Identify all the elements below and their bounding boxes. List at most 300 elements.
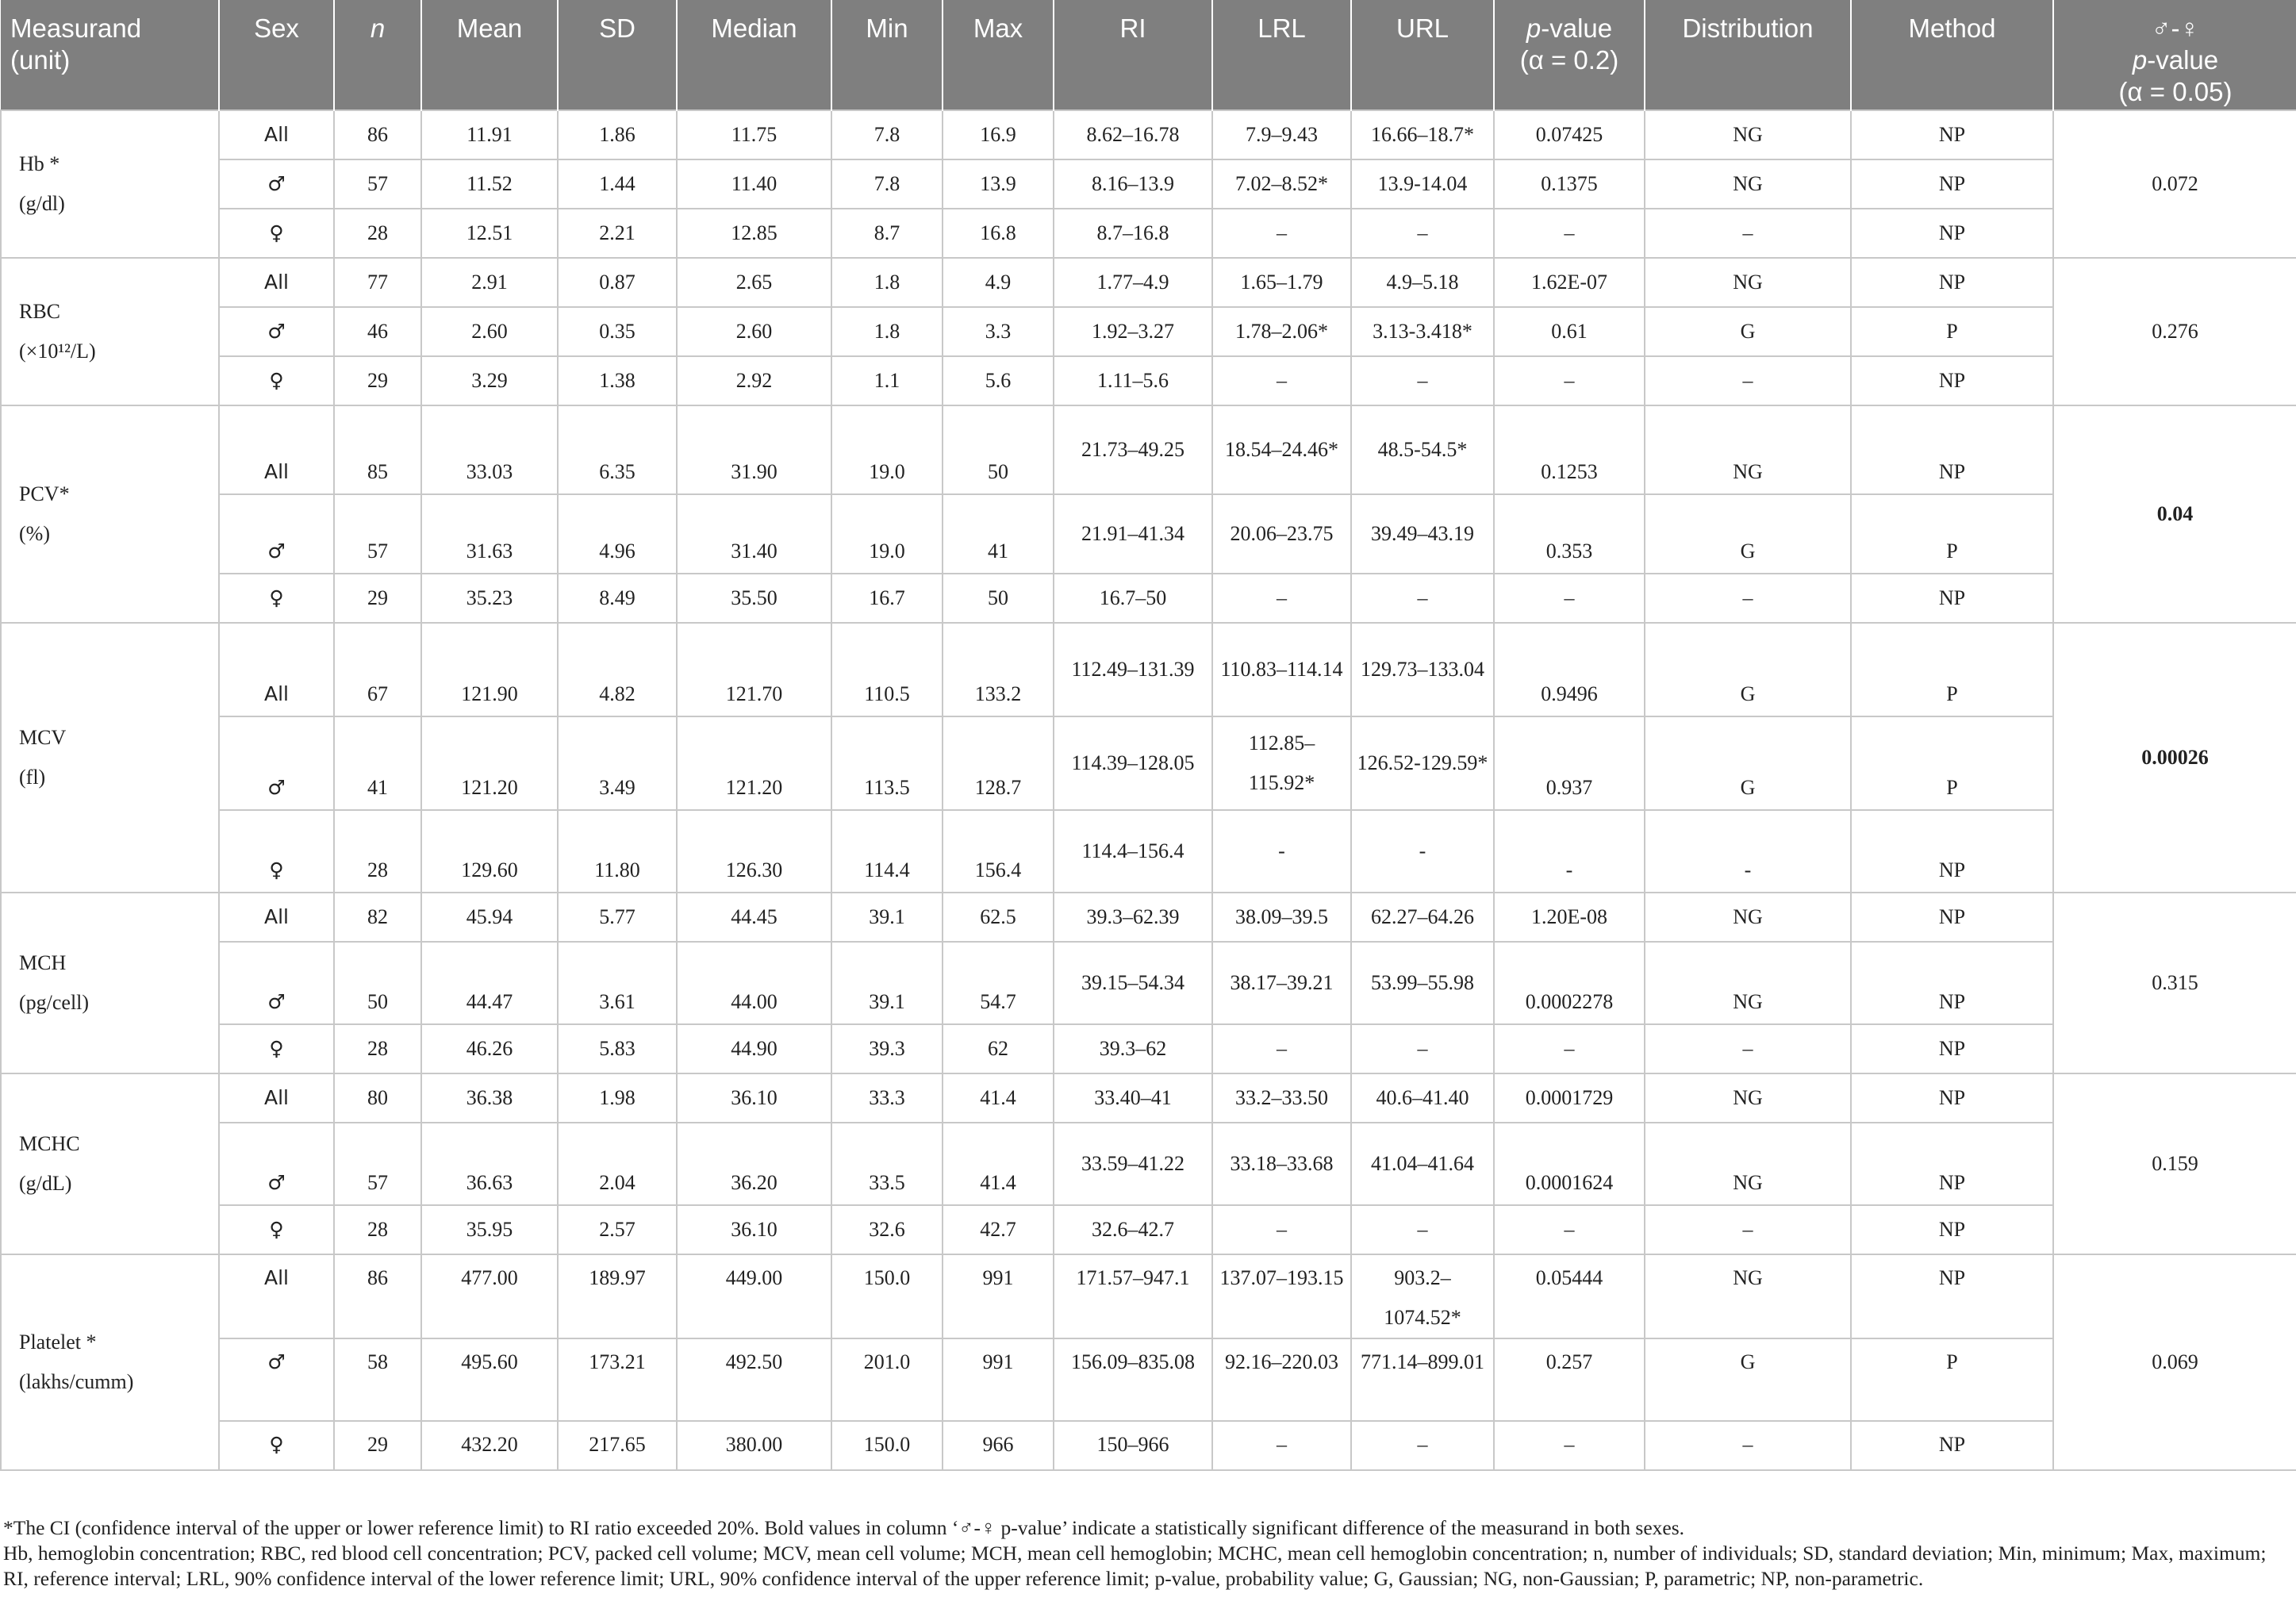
max-cell: 4.9 [943,258,1054,307]
sd-cell: 2.57 [558,1205,677,1254]
lrl-cell: 1.78–2.06* [1212,307,1351,356]
max-cell: 50 [943,574,1054,623]
url-cell: 16.66–18.7* [1351,110,1494,159]
measurand-name: Hb * [19,152,60,175]
mean-cell: 2.91 [421,258,558,307]
min-cell: 1.8 [831,307,943,356]
header-pvalue: p-value (α = 0.2) [1494,0,1645,110]
max-cell: 16.8 [943,209,1054,258]
min-cell: 150.0 [831,1254,943,1338]
sex-pvalue-cell: 0.276 [2053,258,2296,405]
sd-cell: 3.49 [558,716,677,810]
lrl-cell: 1.65–1.79 [1212,258,1351,307]
dist-cell: NG [1645,405,1851,494]
url-cell: 4.9–5.18 [1351,258,1494,307]
dist-cell: - [1645,810,1851,893]
p-cell: 1.62E-07 [1494,258,1645,307]
sd-cell: 6.35 [558,405,677,494]
measurand-cell [1,893,219,1073]
method-cell: NP [1851,405,2053,494]
max-cell: 133.2 [943,623,1054,716]
header-distribution: Distribution [1645,0,1851,110]
dist-cell: G [1645,494,1851,574]
table-row [1,623,2296,716]
ri-cell: 33.40–41 [1054,1073,1212,1123]
lrl-cell: 18.54–24.46* [1212,405,1351,494]
url-cell: 129.73–133.04 [1351,623,1494,716]
table-row [1,942,2296,1024]
max-cell: 16.9 [943,110,1054,159]
p-cell: 0.0001624 [1494,1123,1645,1205]
p-cell: – [1494,1024,1645,1073]
min-cell: 1.8 [831,258,943,307]
url-cell: – [1351,209,1494,258]
n-cell: 57 [334,159,421,209]
method-cell: NP [1851,1024,2053,1073]
median-cell: 35.50 [677,574,831,623]
url-cell: – [1351,1205,1494,1254]
max-cell: 41 [943,494,1054,574]
dist-cell: NG [1645,110,1851,159]
p-cell: 0.61 [1494,307,1645,356]
dist-cell: NG [1645,1254,1851,1338]
sd-cell: 11.80 [558,810,677,893]
url-cell: 903.2–1074.52* [1351,1254,1494,1338]
dist-cell: NG [1645,893,1851,942]
table-row [1,1123,2296,1205]
n-cell: 57 [334,1123,421,1205]
min-cell: 39.3 [831,1024,943,1073]
method-cell: NP [1851,810,2053,893]
method-cell: P [1851,494,2053,574]
sex-cell: ♀ [219,1205,334,1254]
url-cell: 40.6–41.40 [1351,1073,1494,1123]
max-cell: 41.4 [943,1073,1054,1123]
sex-pvalue-cell: 0.069 [2053,1254,2296,1470]
sex-pvalue-cell: 0.04 [2053,405,2296,623]
measurand-unit: (%) [19,522,50,545]
sex-pvalue-cell: 0.159 [2053,1073,2296,1254]
dist-cell: – [1645,574,1851,623]
ri-cell: 150–966 [1054,1421,1212,1470]
min-cell: 7.8 [831,110,943,159]
footnote-significance: *The CI (confidence interval of the upper or lower reference limit) to RI ratio exceeded 20%. Bold values in column ‘♂-♀ p-value’ indicate a statistically significant difference of the measurand in both sexes. [3,1516,1685,1539]
measurand-unit: (pg/cell) [19,991,90,1014]
lrl-cell: – [1212,209,1351,258]
ri-cell: 33.59–41.22 [1054,1123,1212,1205]
dist-cell: NG [1645,1073,1851,1123]
dist-cell: NG [1645,159,1851,209]
median-cell: 380.00 [677,1421,831,1470]
method-cell: P [1851,1338,2053,1421]
p-cell: – [1494,1421,1645,1470]
median-cell: 44.45 [677,893,831,942]
table-row [1,110,2296,159]
min-cell: 19.0 [831,405,943,494]
table-row [1,356,2296,405]
mean-cell: 2.60 [421,307,558,356]
n-cell: 46 [334,307,421,356]
sex-cell: ♀ [219,810,334,893]
max-cell: 62.5 [943,893,1054,942]
median-cell: 449.00 [677,1254,831,1338]
p-cell: 0.07425 [1494,110,1645,159]
ri-cell: 21.91–41.34 [1054,494,1212,574]
sex-cell: ♂ [219,307,334,356]
url-cell: 62.27–64.26 [1351,893,1494,942]
sex-cell: All [219,1073,334,1123]
median-cell: 2.65 [677,258,831,307]
mean-cell: 3.29 [421,356,558,405]
ri-cell: 39.3–62 [1054,1024,1212,1073]
url-cell: 771.14–899.01 [1351,1338,1494,1421]
method-cell: NP [1851,574,2053,623]
measurand-unit: (×10¹²/L) [19,340,96,363]
mean-cell: 45.94 [421,893,558,942]
table-row [1,1073,2296,1123]
table-row [1,209,2296,258]
url-cell: – [1351,356,1494,405]
sex-pvalue-cell: 0.00026 [2053,623,2296,893]
table-row [1,1421,2296,1470]
sex-cell: ♂ [219,159,334,209]
mean-cell: 477.00 [421,1254,558,1338]
min-cell: 110.5 [831,623,943,716]
header-mean: Mean [421,0,558,110]
p-cell: 0.9496 [1494,623,1645,716]
header-url: URL [1351,0,1494,110]
sd-cell: 5.77 [558,893,677,942]
dist-cell: – [1645,1421,1851,1470]
sd-cell: 8.49 [558,574,677,623]
ri-cell: 1.77–4.9 [1054,258,1212,307]
dist-cell: – [1645,1024,1851,1073]
max-cell: 41.4 [943,1123,1054,1205]
method-cell: P [1851,623,2053,716]
method-cell: P [1851,307,2053,356]
min-cell: 1.1 [831,356,943,405]
ri-cell: 16.7–50 [1054,574,1212,623]
sd-cell: 0.87 [558,258,677,307]
median-cell: 11.40 [677,159,831,209]
median-cell: 36.10 [677,1205,831,1254]
footnote-abbreviations: Hb, hemoglobin concentration; RBC, red blood cell concentration; PCV, packed cell volume; MCV, mean cell volume; MCH, mean cell hemoglobin; MCHC, mean cell hemoglobin concentration; n, number of individuals; SD, standard deviation; Min, minimum; Max, maximum; RI, reference interval; LRL, 90% confidence interval of the lower reference limit; URL, 90% confidence interval of the upper reference limit; p-value, probability value; G, Gaussian; NG, non-Gaussian; P, parametric; NP, non-parametric. [3,1542,2267,1590]
sex-cell: All [219,623,334,716]
method-cell: NP [1851,1205,2053,1254]
median-cell: 36.20 [677,1123,831,1205]
method-cell: NP [1851,1123,2053,1205]
sex-pvalue-cell: 0.315 [2053,893,2296,1073]
max-cell: 50 [943,405,1054,494]
min-cell: 16.7 [831,574,943,623]
min-cell: 201.0 [831,1338,943,1421]
n-cell: 82 [334,893,421,942]
p-cell: 0.0002278 [1494,942,1645,1024]
header-measurand: Measurand (unit) [1,0,219,110]
min-cell: 39.1 [831,893,943,942]
mean-cell: 46.26 [421,1024,558,1073]
lrl-cell: 112.85–115.92* [1212,716,1351,810]
dist-cell: G [1645,307,1851,356]
min-cell: 150.0 [831,1421,943,1470]
method-cell: NP [1851,1421,2053,1470]
p-cell: – [1494,574,1645,623]
n-cell: 86 [334,1254,421,1338]
min-cell: 113.5 [831,716,943,810]
url-cell: - [1351,810,1494,893]
sd-cell: 5.83 [558,1024,677,1073]
url-cell: 53.99–55.98 [1351,942,1494,1024]
sex-cell: ♀ [219,356,334,405]
header-sex: Sex [219,0,334,110]
sex-cell: ♀ [219,1421,334,1470]
p-cell: 0.0001729 [1494,1073,1645,1123]
p-cell: 0.05444 [1494,1254,1645,1338]
lrl-cell: – [1212,356,1351,405]
p-cell: 0.257 [1494,1338,1645,1421]
dist-cell: G [1645,1338,1851,1421]
lrl-cell: 33.2–33.50 [1212,1073,1351,1123]
n-cell: 58 [334,1338,421,1421]
method-cell: NP [1851,258,2053,307]
n-cell: 29 [334,356,421,405]
min-cell: 39.1 [831,942,943,1024]
measurand-name: MCV [19,726,67,749]
header-ri: RI [1054,0,1212,110]
mean-cell: 11.52 [421,159,558,209]
max-cell: 156.4 [943,810,1054,893]
measurand-unit: (g/dL) [19,1172,72,1195]
n-cell: 86 [334,110,421,159]
n-cell: 28 [334,810,421,893]
p-cell: 0.937 [1494,716,1645,810]
sex-cell: ♂ [219,1338,334,1421]
lrl-cell: – [1212,1421,1351,1470]
measurand-name: RBC [19,300,61,323]
table-row [1,574,2296,623]
sex-cell: All [219,110,334,159]
sd-cell: 2.04 [558,1123,677,1205]
sex-pvalue-cell: 0.072 [2053,110,2296,258]
table-row [1,159,2296,209]
sd-cell: 217.65 [558,1421,677,1470]
sd-cell: 3.61 [558,942,677,1024]
table-row [1,1024,2296,1073]
max-cell: 966 [943,1421,1054,1470]
measurand-cell [1,405,219,623]
max-cell: 13.9 [943,159,1054,209]
header-max: Max [943,0,1054,110]
url-cell: 48.5-54.5* [1351,405,1494,494]
mean-cell: 432.20 [421,1421,558,1470]
sd-cell: 2.21 [558,209,677,258]
mean-cell: 33.03 [421,405,558,494]
header-min: Min [831,0,943,110]
url-cell: 13.9-14.04 [1351,159,1494,209]
header-sex-pvalue: ♂-♀ p-value (α = 0.05) [2053,0,2296,110]
mean-cell: 121.90 [421,623,558,716]
max-cell: 128.7 [943,716,1054,810]
ri-cell: 1.11–5.6 [1054,356,1212,405]
url-cell: – [1351,574,1494,623]
sex-cell: ♂ [219,716,334,810]
min-cell: 32.6 [831,1205,943,1254]
p-cell: - [1494,810,1645,893]
measurand-unit: (lakhs/cumm) [19,1370,134,1393]
table-row [1,1338,2296,1421]
mean-cell: 35.95 [421,1205,558,1254]
measurand-name: Platelet * [19,1331,97,1354]
header-row [1,0,2296,110]
method-cell: NP [1851,1254,2053,1338]
p-cell: 1.20E-08 [1494,893,1645,942]
table-row [1,716,2296,810]
mean-cell: 121.20 [421,716,558,810]
p-cell: – [1494,209,1645,258]
ri-cell: 39.15–54.34 [1054,942,1212,1024]
mean-cell: 11.91 [421,110,558,159]
n-cell: 80 [334,1073,421,1123]
url-cell: 3.13-3.418* [1351,307,1494,356]
ri-cell: 32.6–42.7 [1054,1205,1212,1254]
p-cell: 0.353 [1494,494,1645,574]
median-cell: 2.60 [677,307,831,356]
table-row [1,810,2296,893]
ri-cell: 1.92–3.27 [1054,307,1212,356]
table-row [1,494,2296,574]
ri-cell: 171.57–947.1 [1054,1254,1212,1338]
median-cell: 126.30 [677,810,831,893]
sd-cell: 4.82 [558,623,677,716]
ri-cell: 112.49–131.39 [1054,623,1212,716]
measurand-unit: (fl) [19,766,46,789]
sex-cell: ♀ [219,574,334,623]
mean-cell: 36.38 [421,1073,558,1123]
mean-cell: 31.63 [421,494,558,574]
measurand-cell [1,1254,219,1470]
table-footnotes [3,1515,2288,1592]
url-cell: 41.04–41.64 [1351,1123,1494,1205]
url-cell: 39.49–43.19 [1351,494,1494,574]
measurand-cell [1,258,219,405]
sd-cell: 1.86 [558,110,677,159]
lrl-cell: 92.16–220.03 [1212,1338,1351,1421]
table-row [1,1205,2296,1254]
header-sd: SD [558,0,677,110]
sex-cell: ♂ [219,494,334,574]
min-cell: 8.7 [831,209,943,258]
sex-cell: All [219,405,334,494]
ri-cell: 8.16–13.9 [1054,159,1212,209]
median-cell: 121.20 [677,716,831,810]
p-cell: – [1494,1205,1645,1254]
measurand-name: PCV* [19,482,70,505]
mean-cell: 12.51 [421,209,558,258]
max-cell: 991 [943,1338,1054,1421]
url-cell: – [1351,1024,1494,1073]
table-row [1,1254,2296,1338]
median-cell: 31.90 [677,405,831,494]
lrl-cell: 110.83–114.14 [1212,623,1351,716]
ri-cell: 156.09–835.08 [1054,1338,1212,1421]
median-cell: 121.70 [677,623,831,716]
n-cell: 29 [334,1421,421,1470]
lrl-cell: – [1212,1205,1351,1254]
lrl-cell: 33.18–33.68 [1212,1123,1351,1205]
lrl-cell: – [1212,1024,1351,1073]
measurand-cell [1,623,219,893]
lrl-cell: 20.06–23.75 [1212,494,1351,574]
dist-cell: – [1645,209,1851,258]
dist-cell: NG [1645,1123,1851,1205]
dist-cell: NG [1645,942,1851,1024]
lrl-cell: 7.9–9.43 [1212,110,1351,159]
sex-cell: ♀ [219,1024,334,1073]
sd-cell: 173.21 [558,1338,677,1421]
ri-cell: 114.39–128.05 [1054,716,1212,810]
method-cell: NP [1851,110,2053,159]
median-cell: 36.10 [677,1073,831,1123]
median-cell: 12.85 [677,209,831,258]
method-cell: NP [1851,893,2053,942]
sd-cell: 1.38 [558,356,677,405]
ri-cell: 8.62–16.78 [1054,110,1212,159]
method-cell: NP [1851,1073,2053,1123]
n-cell: 41 [334,716,421,810]
dist-cell: NG [1645,258,1851,307]
lrl-cell: 7.02–8.52* [1212,159,1351,209]
n-cell: 67 [334,623,421,716]
dist-cell: – [1645,1205,1851,1254]
sex-cell: ♀ [219,209,334,258]
max-cell: 5.6 [943,356,1054,405]
mean-cell: 129.60 [421,810,558,893]
median-cell: 11.75 [677,110,831,159]
lrl-cell: - [1212,810,1351,893]
max-cell: 62 [943,1024,1054,1073]
p-cell: 0.1253 [1494,405,1645,494]
min-cell: 33.5 [831,1123,943,1205]
max-cell: 3.3 [943,307,1054,356]
mean-cell: 44.47 [421,942,558,1024]
header-lrl: LRL [1212,0,1351,110]
method-cell: NP [1851,209,2053,258]
lrl-cell: – [1212,574,1351,623]
max-cell: 991 [943,1254,1054,1338]
p-cell: – [1494,356,1645,405]
median-cell: 492.50 [677,1338,831,1421]
sex-cell: ♂ [219,942,334,1024]
n-cell: 77 [334,258,421,307]
dist-cell: – [1645,356,1851,405]
sex-cell: ♂ [219,1123,334,1205]
median-cell: 2.92 [677,356,831,405]
sd-cell: 1.98 [558,1073,677,1123]
n-cell: 85 [334,405,421,494]
method-cell: NP [1851,356,2053,405]
min-cell: 7.8 [831,159,943,209]
mean-cell: 495.60 [421,1338,558,1421]
table-row [1,258,2296,307]
method-cell: NP [1851,159,2053,209]
mean-cell: 36.63 [421,1123,558,1205]
table-row [1,405,2296,494]
p-cell: 0.1375 [1494,159,1645,209]
table-row [1,307,2296,356]
sd-cell: 4.96 [558,494,677,574]
measurand-name: MCH [19,951,67,974]
sex-cell: All [219,893,334,942]
